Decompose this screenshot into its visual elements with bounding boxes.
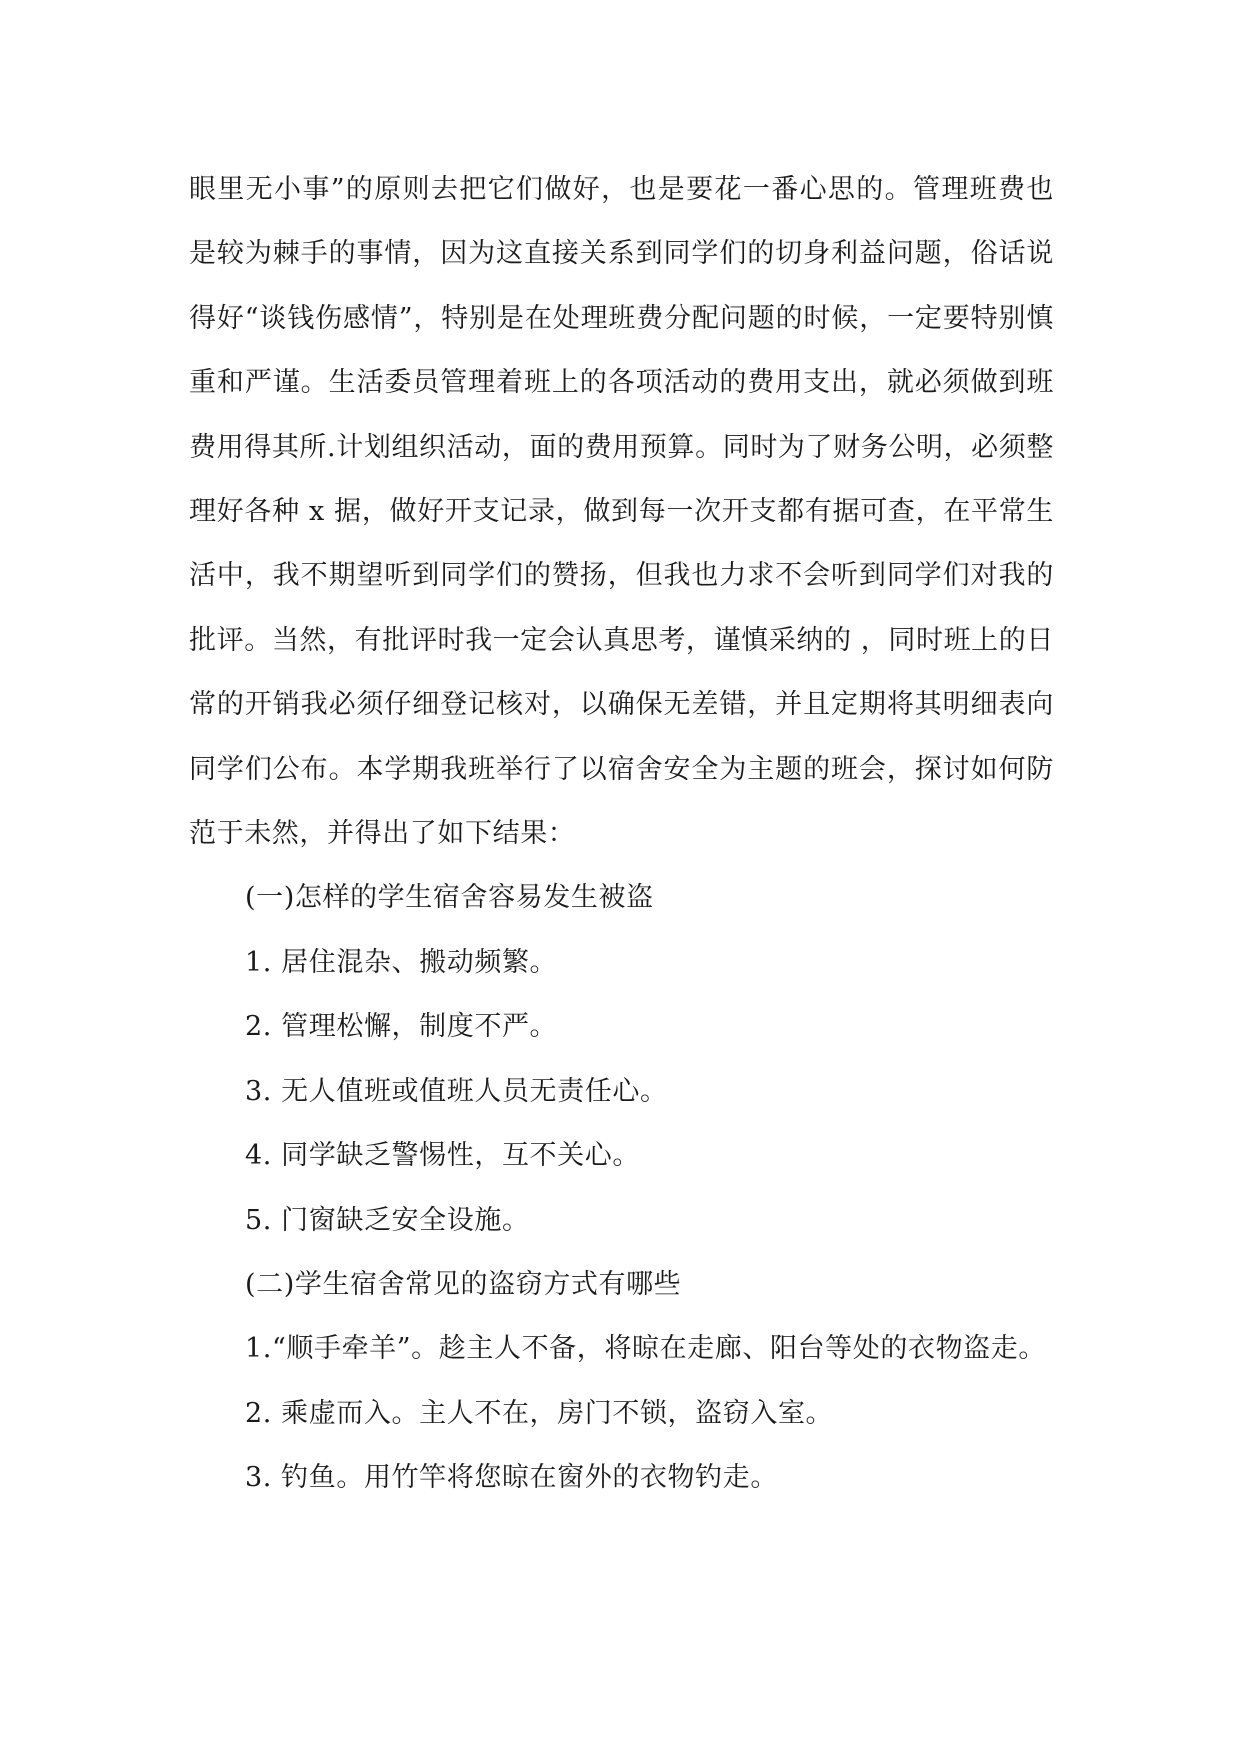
list-item: 2. 乘虚而入。主人不在，房门不锁，盗窃入室。 bbox=[245, 1397, 834, 1429]
list-item: 5. 门窗缺乏安全设施。 bbox=[245, 1204, 530, 1236]
list-item: 1. 居住混杂、搬动频繁。 bbox=[245, 946, 558, 978]
document-body bbox=[189, 158, 1054, 1511]
list-item: 3. 钓鱼。用竹竿将您晾在窗外的衣物钓走。 bbox=[245, 1462, 778, 1494]
paragraph-class-finance: 眼里无小事”的原则去把它们做好，也是要花一番心思的。管理班费也是较为棘手的事情，因为这直接关系到同学们的切身利益问题，俗话说得好“谈钱伤感情”，特别是在处理班费分配问题的时候，一定要特别慎重和严谨。生活委员管理着班上的各项活动的费用支出，就必须做到班费用得其所.计划组织活动，面的费用预算。同时为了财务公明，必须整理好各种 x 据，做好开支记录，做到每一次开支都有据可查，在平常生活中，我不期望听到同学们的赞扬，但我也力求不会听到同学们对我的批评。当然，有批评时我一定会认真思考，谨慎采纳的 ，同时班上的日常的开销我必须仔细登记核对，以确保无差错，并且定期将其明细表向同学们公布。本学期我班举行了以宿舍安全为主题的班会，探讨如何防范于未然，并得出了如下结果： bbox=[189, 174, 1054, 850]
section-heading-theft-methods: (二)学生宿舍常见的盗窃方式有哪些 bbox=[245, 1268, 682, 1300]
list-item: 4. 同学缺乏警惕性，互不关心。 bbox=[245, 1140, 640, 1172]
list-item: 2. 管理松懈，制度不严。 bbox=[245, 1011, 558, 1043]
list-item: 1.“顺手牵羊”。趁主人不备，将晾在走廊、阳台等处的衣物盗走。 bbox=[245, 1333, 1046, 1365]
section-heading-dorm-theft-risk: (一)怎样的学生宿舍容易发生被盗 bbox=[245, 882, 654, 914]
list-item: 3. 无人值班或值班人员无责任心。 bbox=[245, 1075, 668, 1107]
